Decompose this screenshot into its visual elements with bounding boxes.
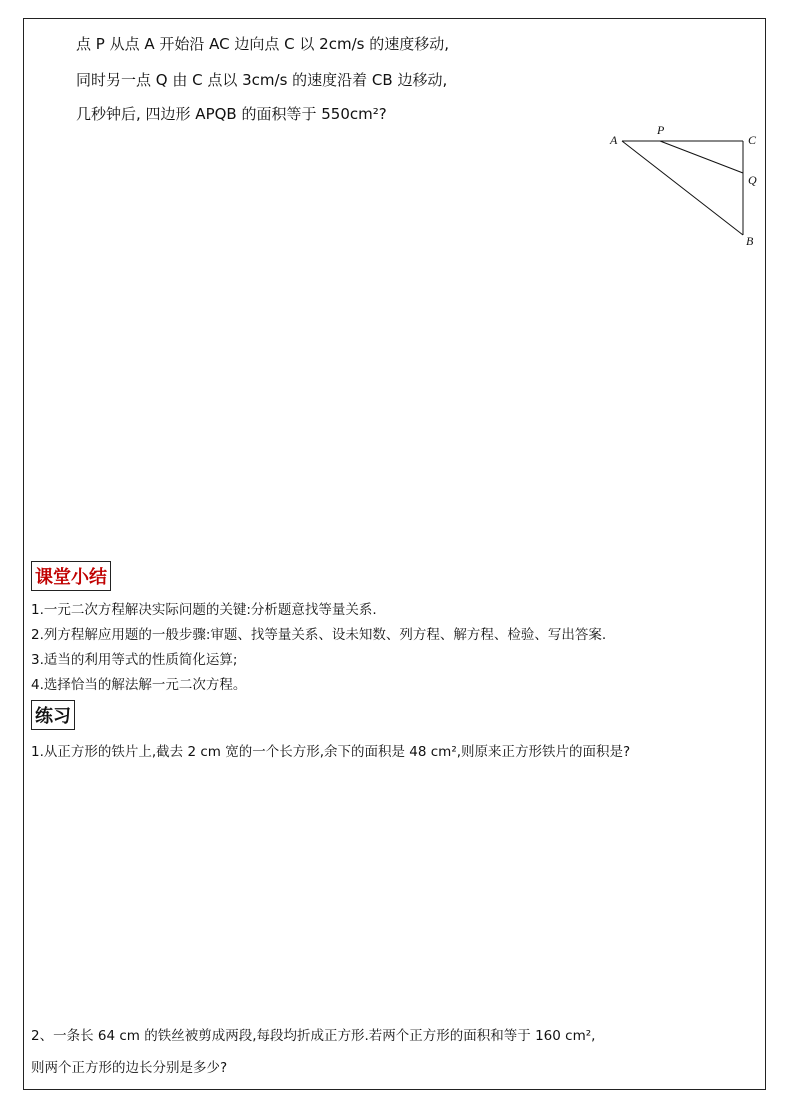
problem-line-1: 点 P 从点 A 开始沿 AC 边向点 C 以 2cm/s 的速度移动, [76, 35, 449, 53]
summary-item-3: 3.适当的利用等式的性质简化运算; [31, 652, 238, 668]
practice-question-2-line-1: 2、一条长 64 cm 的铁丝被剪成两段,每段均折成正方形.若两个正方形的面积和等于 160 cm², [31, 1028, 596, 1044]
practice-question-1: 1.从正方形的铁片上,截去 2 cm 宽的一个长方形,余下的面积是 48 cm²,则原来正方形铁片的面积是? [31, 744, 631, 760]
triangle-figure [600, 118, 770, 253]
summary-item-1: 1.一元二次方程解决实际问题的关键:分析题意找等量关系. [31, 602, 377, 618]
summary-item-2: 2.列方程解应用题的一般步骤:审题、找等量关系、设未知数、列方程、解方程、检验、写出答案. [31, 627, 607, 643]
problem-line-3: 几秒钟后, 四边形 APQB 的面积等于 550cm²? [76, 105, 387, 123]
summary-item-4: 4.选择恰当的解法解一元二次方程。 [31, 677, 247, 693]
label-p: P [657, 123, 665, 137]
segment-ab [622, 141, 743, 235]
segment-pq [660, 141, 743, 173]
label-b: B [746, 234, 754, 248]
problem-line-2: 同时另一点 Q 由 C 点以 3cm/s 的速度沿着 CB 边移动, [76, 71, 448, 89]
practice-question-2-line-2: 则两个正方形的边长分别是多少? [31, 1060, 228, 1076]
label-q: Q [748, 173, 757, 187]
practice-heading: 练习 [31, 700, 75, 730]
summary-heading: 课堂小结 [31, 561, 111, 591]
label-c: C [748, 133, 757, 147]
label-a: A [610, 133, 618, 147]
